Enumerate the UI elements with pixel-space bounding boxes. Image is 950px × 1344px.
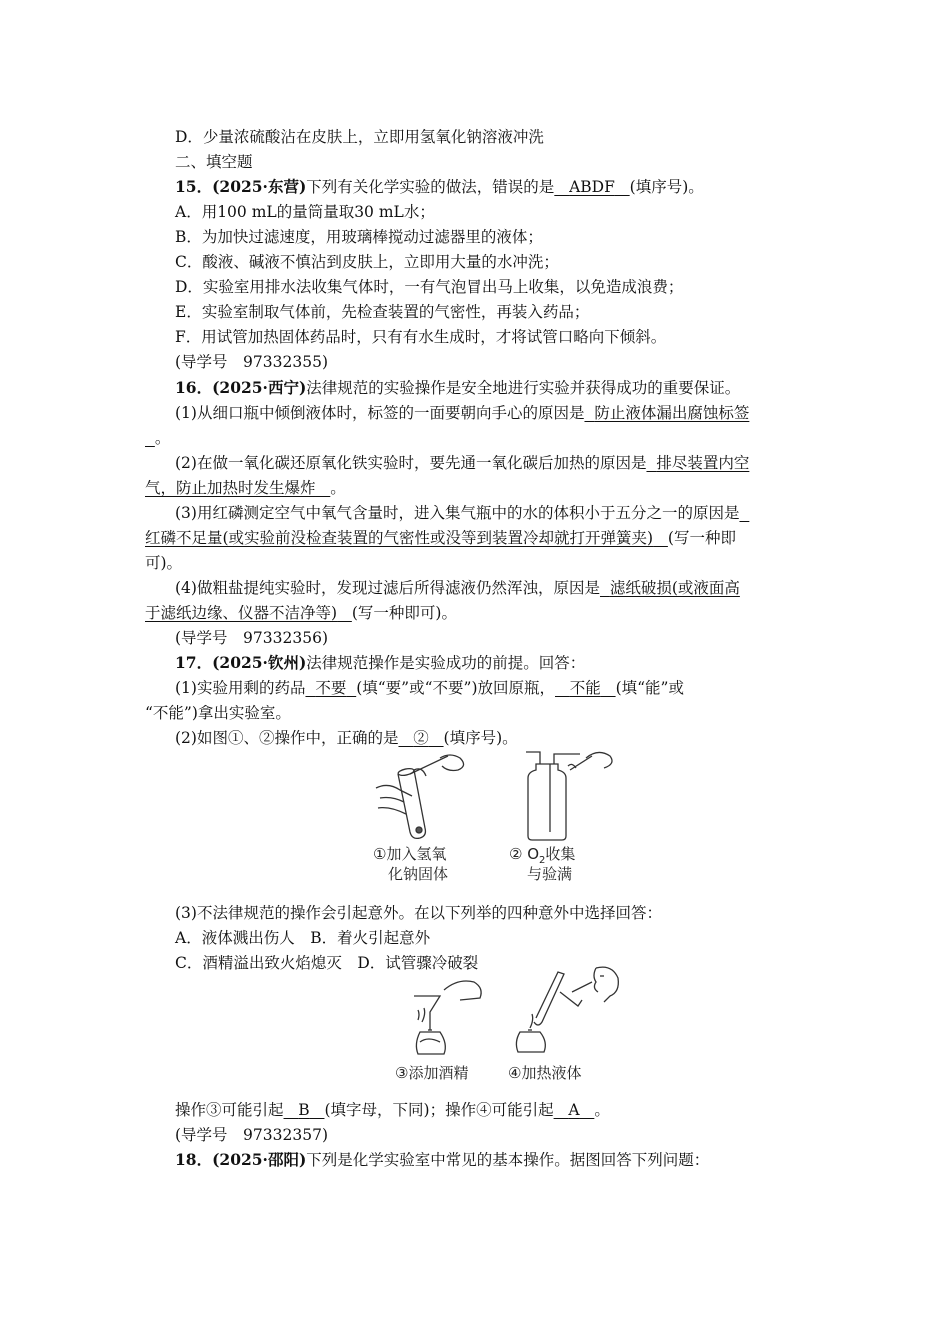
q15-stem	[175, 176, 704, 198]
q17-part1-answer-2: 不能	[569, 679, 601, 697]
q18-source: (2025·邵阳)	[212, 1150, 307, 1169]
q17-part4-text: 操作③可能引起	[175, 1101, 284, 1119]
q16-part3	[175, 502, 749, 524]
q17-part3: (3)不法律规范的操作会引起意外。在以下列举的四种意外中选择回答：	[175, 904, 662, 922]
q16-guide-number: (导学号 97332356)	[175, 629, 328, 647]
q17-part4-mid: (填字母，下同)；操作④可能引起	[324, 1101, 554, 1119]
q17-part1	[175, 677, 684, 699]
q15-text: 下列有关化学实验的做法，错误的是	[306, 178, 555, 196]
q17-source: (2025·钦州)	[212, 653, 307, 672]
q18-stem	[175, 1149, 709, 1171]
q16-part2-answer-2: 气，防止加热时发生爆炸	[145, 479, 316, 497]
q16-part2-answer-1: 排尽装置内空	[656, 454, 750, 472]
q15-option-b: B．为加快过滤速度，用玻璃棒搅动过滤器里的液体；	[175, 228, 543, 246]
q17-part1-mid: (填“要”或“不要”)放回原瓶，	[356, 679, 555, 697]
q17-part1-cont: “不能”)拿出实验室。	[145, 704, 291, 722]
q17-part2-text: (2)如图①、②操作中，正确的是	[175, 729, 399, 747]
figure2-caption-line1: ② $O_2$收集	[509, 845, 576, 866]
q17-part3-options-cd: C．酒精溢出致火焰熄灭 D．试管骤冷破裂	[175, 954, 479, 972]
q17-part1-hint: (填“能”或	[615, 679, 684, 697]
q16-number: 16．	[175, 378, 213, 397]
q16-part1-cont	[145, 427, 170, 449]
q16-part4-hint: (写一种即可)。	[351, 604, 457, 622]
q16-part2-cont	[145, 477, 346, 499]
q16-part2-end: 。	[330, 479, 346, 497]
q16-part3-blank-start	[739, 504, 749, 522]
q17-part1-answer-1: 不要	[315, 679, 347, 697]
q16-part3-hint: (写一种即	[667, 529, 736, 547]
heat-liquid-figure	[500, 962, 630, 1062]
figure4-caption: ④加热液体	[508, 1064, 582, 1082]
q15-option-d: D．实验室用排水法收集气体时，一有气泡冒出马上收集，以免造成浪费；	[175, 278, 684, 296]
add-alcohol-figure	[400, 970, 500, 1062]
q17-part4-answer-1: B	[298, 1101, 310, 1119]
figure3-caption: ③添加酒精	[395, 1064, 469, 1082]
q18-text: 下列是化学实验室中常见的基本操作。据图回答下列问题：	[306, 1151, 710, 1169]
q16-part4-cont	[145, 602, 457, 624]
q16-part4	[175, 577, 740, 599]
q15-guide-number: (导学号 97332355)	[175, 353, 328, 371]
figure2-caption-line2: 与验满	[527, 865, 573, 883]
q17-part4	[175, 1099, 610, 1121]
q16-part1-answer: 防止液体漏出腐蚀标签	[594, 404, 750, 422]
q16-part3-end: 可)。	[145, 554, 183, 572]
q15-source: (2025·东营)	[212, 177, 307, 196]
q15-number: 15．	[175, 177, 213, 196]
q16-part4-answer-1: 滤纸破损(或液面高	[609, 579, 740, 597]
q15-answer: ABDF	[569, 178, 615, 196]
q16-part4-text: (4)做粗盐提纯实验时，发现过滤后所得滤液仍然浑浊，原因是	[175, 579, 600, 597]
q15-option-f: F．用试管加热固体药品时，只有有水生成时，才将试管口略向下倾斜。	[175, 328, 667, 346]
q16-source: (2025·西宁)	[212, 378, 307, 397]
q17-part2-answer: ②	[413, 729, 429, 747]
q16-part3-text: (3)用红磷测定空气中氧气含量时，进入集气瓶中的水的体积小于五分之一的原因是	[175, 504, 740, 522]
section-heading: 二、填空题	[175, 153, 253, 171]
q17-text: 法律规范操作是实验成功的前提。回答：	[306, 654, 586, 672]
figure1-caption-line2: 化钠固体	[388, 865, 449, 883]
q18-number: 18．	[175, 1150, 213, 1169]
q17-part4-answer-2: A	[568, 1101, 580, 1119]
q17-part2	[175, 727, 518, 749]
q17-part4-end: 。	[594, 1101, 610, 1119]
q16-part1-end: 。	[154, 429, 171, 447]
q16-part3-answer: 红磷不足量(或实验前没检查装置的气密性或没等到装置冷却就打开弹簧夹)	[145, 529, 654, 547]
q16-part2-text: (2)在做一氧化碳还原氧化铁实验时，要先通一氧化碳后加热的原因是	[175, 454, 647, 472]
q16-part3-cont	[145, 527, 736, 549]
q15-option-e: E．实验室制取气体前，先检查装置的气密性，再装入药品；	[175, 303, 590, 321]
q17-stem	[175, 652, 585, 674]
gas-collection-bottle-figure	[510, 748, 620, 844]
q16-part4-answer-2: 于滤纸边缘、仪器不洁净等)	[145, 604, 338, 622]
q16-stem	[175, 377, 740, 399]
q15-option-a: A．用100 mL的量筒量取30 mL水；	[175, 203, 435, 221]
q16-part1-text: (1)从细口瓶中倾倒液体时，标签的一面要朝向手心的原因是	[175, 404, 585, 422]
q16-part2	[175, 452, 749, 474]
q16-part1-answer-tail	[145, 429, 155, 447]
figure1-caption-line1: ①加入氢氧	[373, 845, 447, 863]
q17-part3-options-ab: A．液体溅出伤人 B．着火引起意外	[175, 929, 431, 947]
q16-part1	[175, 402, 749, 424]
option-d-line: D．少量浓硫酸沾在皮肤上，立即用氢氧化钠溶液冲洗	[175, 128, 544, 146]
q16-text: 法律规范的实验操作是安全地进行实验并获得成功的重要保证。	[306, 379, 741, 397]
q17-part2-hint: (填序号)。	[443, 729, 518, 747]
q17-number: 17．	[175, 653, 213, 672]
q17-part1-text: (1)实验用剩的药品	[175, 679, 306, 697]
q17-guide-number: (导学号 97332357)	[175, 1126, 328, 1144]
q15-tail: (填序号)。	[629, 178, 704, 196]
q15-option-c: C．酸液、碱液不慎沾到皮肤上，立即用大量的水冲洗；	[175, 253, 559, 271]
test-tube-solid-figure	[370, 752, 480, 844]
